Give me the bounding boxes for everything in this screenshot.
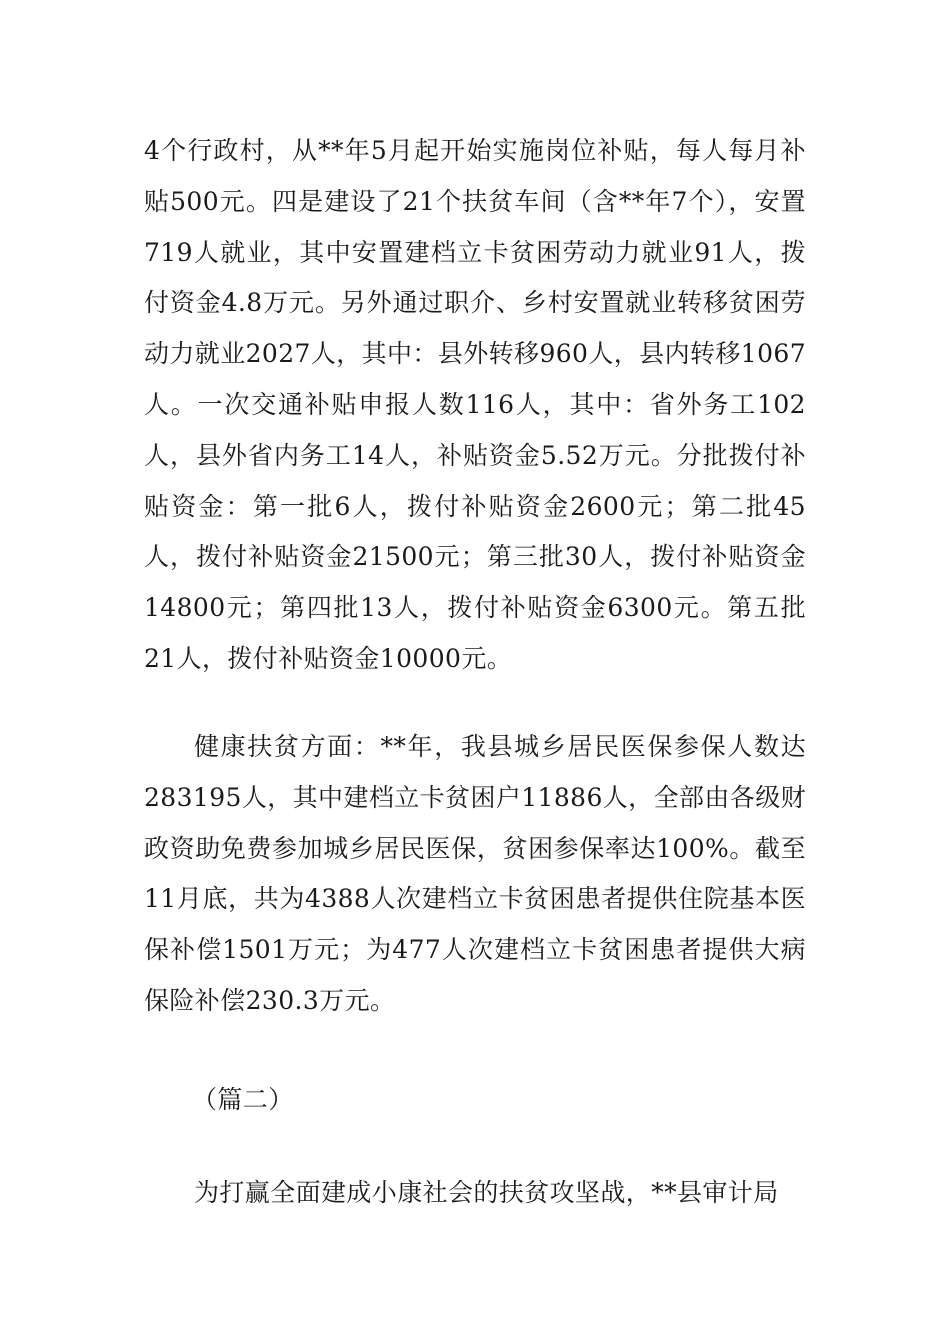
section-heading-part-two: （篇二）: [192, 1085, 294, 1114]
paragraph-health-poverty: 健康扶贫方面：**年，我县城乡居民医保参保人数达283195人，其中建档立卡贫困户11886人，全部由各级财政资助免费参加城乡居民医保，贫困参保率达100%。截至11月底，共为4388人次建档立卡贫困患者提供住院基本医保补偿1501万元；为477人次建档立卡贫困患者提供大病保险补偿230.3万元。: [144, 732, 806, 1015]
paragraph-audit-bureau: 为打赢全面建成小康社会的扶贫攻坚战，**县审计局: [194, 1178, 779, 1207]
paragraph-employment-subsidy: 4个行政村，从**年5月起开始实施岗位补贴，每人每月补贴500元。四是建设了21个扶贫车间（含**年7个），安置719人就业，其中安置建档立卡贫困劳动力就业91人，拨付资金4.8万元。另外通过职介、乡村安置就业转移贫困劳动力就业2027人，其中：县外转移960人，县内转移1067人。一次交通补贴申报人数116人，其中：省外务工102人，县外省内务工14人，补贴资金5.52万元。分批拨付补贴资金：第一批6人，拨付补贴资金2600元；第二批45人，拨付补贴资金21500元；第三批30人，拨付补贴资金14800元；第四批13人，拨付补贴资金6300元。第五批21人，拨付补贴资金10000元。: [144, 136, 806, 673]
